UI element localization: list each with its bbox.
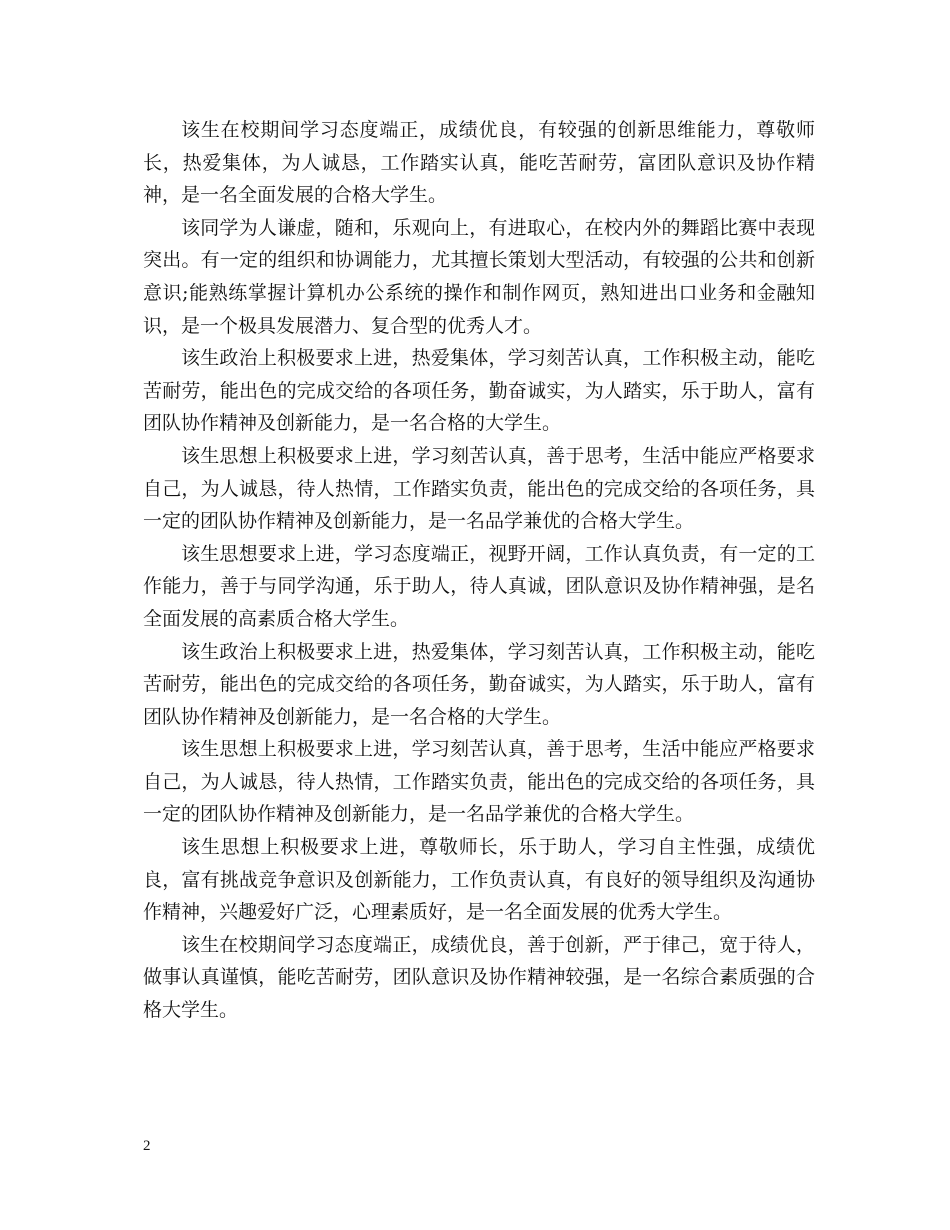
page-number: 2 [143, 1138, 151, 1154]
paragraph-2: 该同学为人谦虚，随和，乐观向上，有进取心，在校内外的舞蹈比赛中表现突出。有一定的组织和协调能力，尤其擅长策划大型活动，有较强的公共和创新意识;能熟练掌握计算机办公系统的操作和制作网页，熟知进出口业务和金融知识，是一个极具发展潜力、复合型的优秀人才。 [143, 216, 815, 337]
paragraph-3: 该生政治上积极要求上进，热爱集体，学习刻苦认真，工作积极主动，能吃苦耐劳，能出色的完成交给的各项任务，勤奋诚实，为人踏实，乐于助人，富有团队协作精神及创新能力，是一名合格的大学生。 [143, 347, 815, 435]
paragraph-4: 该生思想上积极要求上进，学习刻苦认真，善于思考，生活中能应严格要求自己，为人诚恳，待人热情，工作踏实负责，能出色的完成交给的各项任务，具一定的团队协作精神及创新能力，是一名品学兼优的合格大学生。 [143, 444, 815, 533]
paragraph-9: 该生在校期间学习态度端正，成绩优良，善于创新，严于律己，宽于待人，做事认真谨慎，能吃苦耐劳，团队意识及协作精神较强，是一名综合素质强的合格大学生。 [143, 933, 815, 1022]
paragraph-8: 该生思想上积极要求上进，尊敬师长，乐于助人，学习自主性强，成绩优良，富有挑战竞争意识及创新能力，工作负责认真，有良好的领导组织及沟通协作精神，兴趣爱好广泛，心理素质好，是一名全面发展的优秀大学生。 [143, 836, 815, 924]
paragraph-5: 该生思想要求上进，学习态度端正，视野开阔，工作认真负责，有一定的工作能力，善于与同学沟通，乐于助人，待人真诚，团队意识及协作精神强，是名全面发展的高素质合格大学生。 [143, 542, 815, 630]
paragraph-7: 该生思想上积极要求上进，学习刻苦认真，善于思考，生活中能应严格要求自己，为人诚恳，待人热情，工作踏实负责，能出色的完成交给的各项任务，具一定的团队协作精神及创新能力，是一名品学兼优的合格大学生。 [143, 738, 815, 826]
paragraph-1: 该生在校期间学习态度端正，成绩优良，有较强的创新思维能力，尊敬师长，热爱集体，为人诚恳，工作踏实认真，能吃苦耐劳，富团队意识及协作精神，是一名全面发展的合格大学生。 [143, 119, 815, 207]
document-body [143, 114, 815, 1027]
paragraph-6: 该生政治上积极要求上进，热爱集体，学习刻苦认真，工作积极主动，能吃苦耐劳，能出色的完成交给的各项任务，勤奋诚实，为人踏实，乐于助人，富有团队协作精神及创新能力，是一名合格的大学生。 [143, 640, 815, 728]
